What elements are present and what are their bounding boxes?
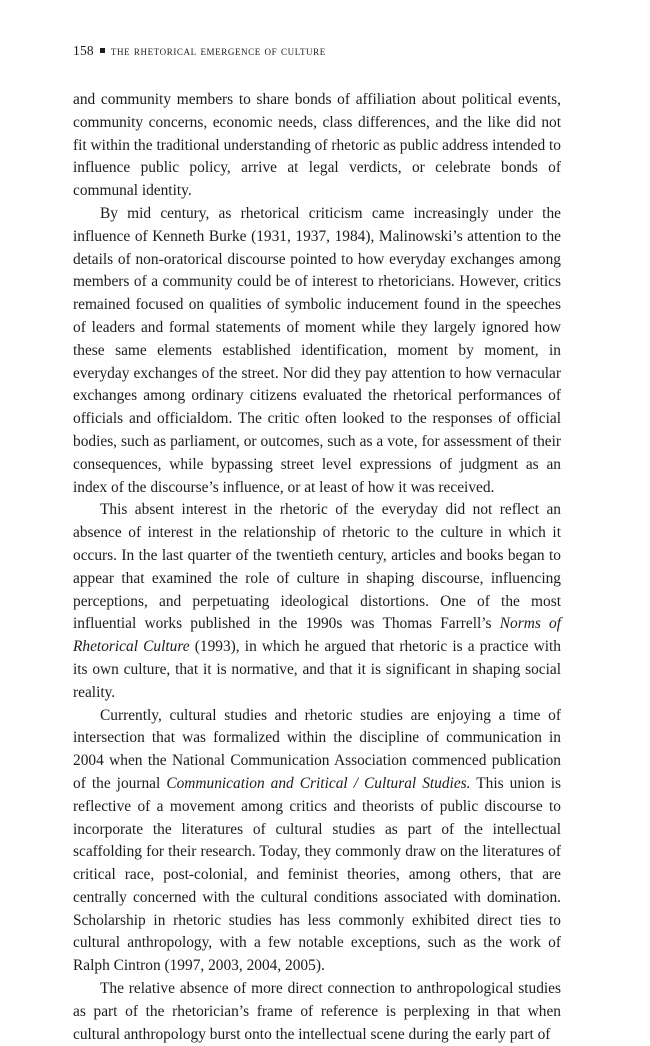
paragraph-2: By mid century, as rhetorical criticism came increasingly under the influence of Kenneth Burke (1931, 1937, 1984), Malinowski’s attention to the details of non-oratorical discourse pointed to how everyday exchanges among members of a community could be of interest to rhetoricians. However, critics remained focused on qualities of symbolic inducement found in the speeches of leaders and formal statements of moment while they largely ignored how these same elements established identification, moment by moment, in everyday exchanges of the street. Nor did they pay attention to how vernacular exchanges among ordinary citizens evaluated the rhetorical performances of officials and officialdom. The critic often looked to the responses of official bodies, such as parliament, or outcomes, such as a vote, for assessment of their consequences, while bypassing street level expressions of judgment as an index of the discourse’s influence, or at least of how it was received. (73, 204, 561, 496)
journal-title: Communication and Critical / Cultural Studies. (166, 774, 471, 792)
paragraph-4 (73, 705, 561, 979)
book-title-norms: Norms of Rhetorical Culture (73, 615, 561, 656)
paragraph-3-text-b: (1993), in which he argued that rhetoric is a practice with its own culture, that it is normative, and that it is significant in shaping social reality. (73, 638, 562, 701)
paragraph-1: and community members to share bonds of affiliation about political events, community concerns, economic needs, class differences, and the like did not fit within the traditional understanding of rhetoric as public address intended to influence public policy, arrive at legal verdicts, or celebrate bonds of communal identity. (73, 91, 561, 200)
body-text (73, 89, 561, 1046)
paragraph-3 (73, 499, 561, 704)
paragraph-4-text-b: This union is reflective of a movement among critics and theorists of public discourse to incorporate the literatures of cultural studies as part of the intellectual scaffolding for their research. Today, they commonly draw on the literatures of critical race, post-colonial, and feminist theories, among others, that are centrally concerned with the cultural conditions associated with domination. Scholarship in rhetoric studies has less commonly exhibited direct ties to cultural anthropology, with a few notable exceptions, such as the work of Ralph Cintron (1997, 2003, 2004, 2005). (73, 774, 562, 975)
paragraph-3-text-a: This absent interest in the rhetoric of the everyday did not reflect an absence of interest in the relationship of rhetoric to the culture in which it occurs. In the last quarter of the twentieth century, articles and books began to appear that examined the role of culture in shaping discourse, influencing perceptions, and perpetuating ideological distortions. One of the most influential works published in the 1990s was Thomas Farrell’s (73, 501, 561, 633)
running-head (73, 43, 326, 59)
paragraph-4-text-a: Currently, cultural studies and rhetoric studies are enjoying a time of intersection that was formalized within the discipline of communication in 2004 when the National Communication Association commenced publication of the journal (73, 706, 561, 792)
running-title: the rhetorical emergence of culture (110, 44, 326, 58)
square-bullet-icon (100, 48, 105, 53)
paragraph-5: The relative absence of more direct connection to anthropological studies as part of the rhetorician’s frame of reference is perplexing in that when cultural anthropology burst onto the intellectual scene during the early part of (73, 980, 561, 1043)
page-number: 158 (73, 43, 94, 58)
